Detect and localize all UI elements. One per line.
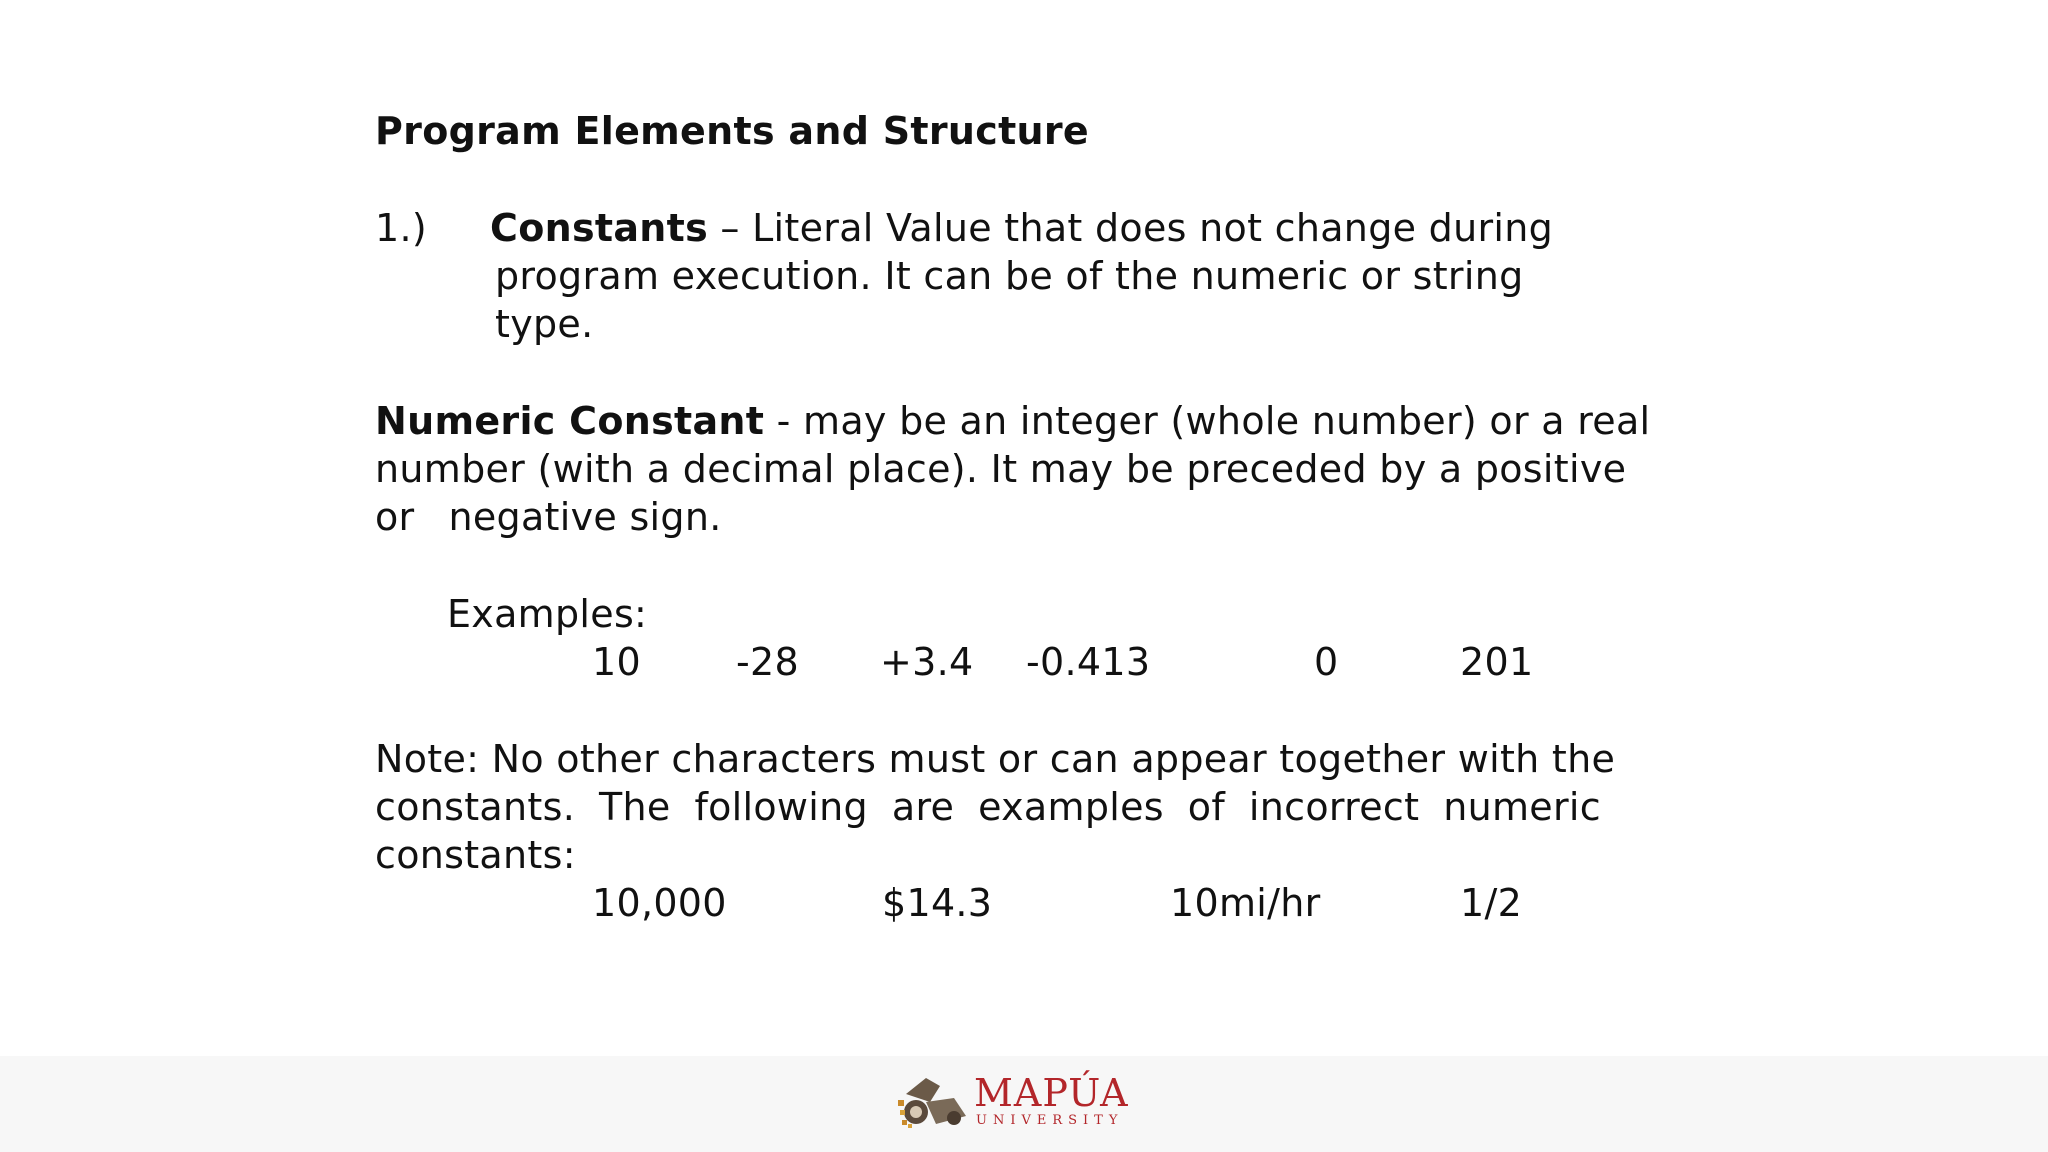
- constants-definition-line-2: program execution. It can be of the numeric or string: [495, 254, 1524, 298]
- constants-definition-line-3: type.: [495, 302, 594, 346]
- numeric-def-sign: negative sign.: [448, 495, 722, 539]
- note-word: are: [891, 785, 955, 829]
- item-number: 1.): [375, 206, 427, 250]
- numeric-constant-line-2: number (with a decimal place). It may be preceded by a positive: [375, 447, 1627, 491]
- note-line-3: constants:: [375, 833, 576, 877]
- note-word: following: [694, 785, 868, 829]
- numeric-constant-term: Numeric Constant: [375, 399, 765, 443]
- constants-definition-line-1: [490, 204, 1553, 252]
- example-value: -28: [736, 640, 799, 684]
- numeric-def-or: or: [375, 495, 415, 539]
- university-seal-icon: [896, 1072, 972, 1132]
- incorrect-example: 10,000: [592, 881, 727, 925]
- page-title: Program Elements and Structure: [375, 109, 1090, 153]
- numeric-constant-line-1: [375, 397, 1650, 445]
- incorrect-example: 1/2: [1460, 881, 1523, 925]
- logo-name: MAPÚA: [974, 1071, 1129, 1115]
- numeric-constant-line-3: [375, 493, 722, 541]
- example-value: +3.4: [880, 640, 974, 684]
- constants-def-text-1: – Literal Value that does not change during: [708, 206, 1554, 250]
- note-line-1: Note: No other characters must or can appear together with the: [375, 737, 1616, 781]
- note-word: The: [598, 785, 671, 829]
- note-word: constants.: [375, 785, 576, 829]
- example-value: -0.413: [1026, 640, 1151, 684]
- example-value: 0: [1314, 640, 1339, 684]
- university-logo: [896, 1068, 1136, 1136]
- note-word: of: [1187, 785, 1226, 829]
- note-word: incorrect: [1248, 785, 1420, 829]
- note-word: examples: [978, 785, 1164, 829]
- note-line-2: [375, 783, 1601, 831]
- example-value: 201: [1460, 640, 1534, 684]
- footer-bar: [0, 1056, 2048, 1152]
- constants-term: Constants: [490, 206, 709, 250]
- incorrect-example: $14.3: [882, 881, 993, 925]
- logo-sub: UNIVERSITY: [976, 1113, 1124, 1128]
- note-word: numeric: [1443, 785, 1601, 829]
- examples-label: Examples:: [447, 592, 648, 636]
- example-value: 10: [592, 640, 641, 684]
- incorrect-example: 10mi/hr: [1170, 881, 1321, 925]
- numeric-def-text-1: - may be an integer (whole number) or a real: [764, 399, 1651, 443]
